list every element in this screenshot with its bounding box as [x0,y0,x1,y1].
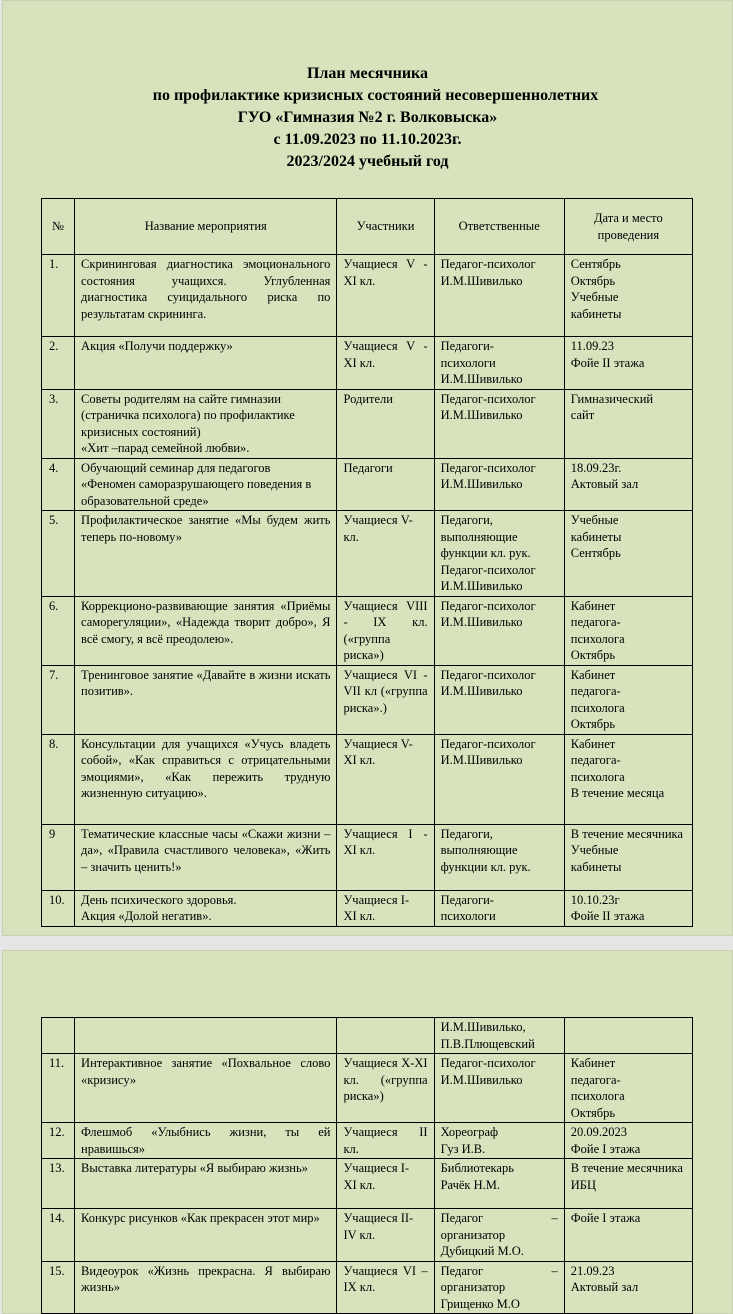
column-header-date-place: Дата и место проведения [564,199,692,255]
row-number: 10. [42,890,75,926]
responsible: Педагог – организатор Грищенко М.О [434,1261,564,1314]
row-number: 4. [42,458,75,511]
date-place: Сентябрь Октябрь Учебные кабинеты [564,255,692,337]
event-name: Видеоурок «Жизнь прекрасна. Я выбираю жизнь» [75,1261,337,1314]
title-line-2: по профилактике кризисных состояний несовершеннолетних [152,87,599,104]
event-name: Тематические классные часы «Скажи жизни – да», «Правила счастливого человека», «Жить – значить ценить!» [75,824,337,890]
date-place: Учебные кабинеты Сентябрь [564,511,692,597]
date-place: Фойе I этажа [564,1209,692,1262]
participants: Учащиеся I- XI кл. [337,890,434,926]
responsible: Хореограф Гуз И.В. [434,1123,564,1159]
date-place: Кабинет педагога- психолога Октябрь [564,1054,692,1123]
responsible: Педагог-психолог И.М.Шивилько [434,734,564,824]
table-row [42,1159,693,1209]
table-row [42,255,693,337]
responsible: Педагог-психолог И.М.Шивилько [434,389,564,458]
column-header-name: Название мероприятия [75,199,337,255]
table-header-row [42,199,693,255]
row-number: 9 [42,824,75,890]
date-place: 11.09.23 Фойе II этажа [564,337,692,390]
responsible: Педагог-психолог И.М.Шивилько [434,665,564,734]
responsible: Библиотекарь Рачёк Н.М. [434,1159,564,1209]
responsible: Педагог-психолог И.М.Шивилько [434,458,564,511]
table-row [42,734,693,824]
row-number: 14. [42,1209,75,1262]
table-row [42,458,693,511]
participants: Учащиеся I- XI кл. [337,1159,434,1209]
participants: Учащиеся VI – IX кл. [337,1261,434,1314]
responsible: Педагоги- психологи [434,890,564,926]
participants: Педагоги [337,458,434,511]
participants: Учащиеся II- IV кл. [337,1209,434,1262]
responsible: Педагоги, выполняющие функции кл. рук. [434,824,564,890]
table-row [42,1209,693,1262]
participants: Учащиеся V- кл. [337,511,434,597]
event-name: Тренинговое занятие «Давайте в жизни искать позитив». [75,665,337,734]
table-row [42,1018,693,1054]
events-table [41,198,693,927]
column-header-participants: Участники [337,199,434,255]
date-place [564,1018,692,1054]
row-number [42,1018,75,1054]
responsible: Педагог-психолог И.М.Шивилько [434,1054,564,1123]
column-header-responsible: Ответственные [434,199,564,255]
participants: Учащиеся V - XI кл. [337,337,434,390]
table-row [42,824,693,890]
table-row [42,1054,693,1123]
table-row [42,665,693,734]
event-name: Профилактическое занятие «Мы будем жить теперь по-новому» [75,511,337,597]
event-name: Коррекционо-развивающие занятия «Приёмы саморегуляции», «Надежда творит добро», Я всё смогу, я всё преодолею». [75,596,337,665]
participants: Родители [337,389,434,458]
participants [337,1018,434,1054]
event-name: Конкурс рисунков «Как прекрасен этот мир» [75,1209,337,1262]
event-name: Советы родителям на сайте гимназии (страничка психолога) по профилактике кризисных состояний) «Хит –парад семейной любви». [75,389,337,458]
date-place: 20.09.2023 Фойе I этажа [564,1123,692,1159]
table-row [42,890,693,926]
document-title [3,63,732,173]
date-place: В течение месячника Учебные кабинеты [564,824,692,890]
participants: Учащиеся VIII - IX кл. («группа риска») [337,596,434,665]
participants: Учащиеся X-XI кл. («группа риска») [337,1054,434,1123]
table-row [42,511,693,597]
event-name: Консультации для учащихся «Учусь владеть собой», «Как справиться с отрицательными эмоциями», «Как пережить трудную жизненную ситуацию». [75,734,337,824]
table-row [42,1261,693,1314]
date-place: В течение месячника ИБЦ [564,1159,692,1209]
row-number: 11. [42,1054,75,1123]
participants: Учащиеся VI - VII кл («группа риска».) [337,665,434,734]
date-place: Гимназический сайт [564,389,692,458]
events-table-continued [41,1017,693,1314]
event-name: Интерактивное занятие «Похвальное слово «кризису» [75,1054,337,1123]
title-line-3: ГУО «Гимназия №2 г. Волковыска» [237,109,498,126]
date-place: Кабинет педагога- психолога Октябрь [564,665,692,734]
responsible: Педагог-психолог И.М.Шивилько [434,255,564,337]
event-name: Выставка литературы «Я выбираю жизнь» [75,1159,337,1209]
participants: Учащиеся II кл. [337,1123,434,1159]
date-place: Кабинет педагога- психолога Октябрь [564,596,692,665]
event-name [75,1018,337,1054]
table-row [42,337,693,390]
row-number: 15. [42,1261,75,1314]
date-place: Кабинет педагога- психолога В течение месяца [564,734,692,824]
date-place: 10.10.23г Фойе II этажа [564,890,692,926]
participants: Учащиеся V - XI кл. [337,255,434,337]
table-row [42,596,693,665]
event-name: Флешмоб «Улыбнись жизни, ты ей нравишься» [75,1123,337,1159]
title-line-5: 2023/2024 учебный год [286,153,449,170]
date-place: 18.09.23г. Актовый зал [564,458,692,511]
responsible: Педагоги, выполняющие функции кл. рук. Педагог-психолог И.М.Шивилько [434,511,564,597]
participants: Учащиеся V- XI кл. [337,734,434,824]
event-name: Скрининговая диагностика эмоционального состояния учащихся. Углубленная диагностика суицидального риска по результатам скрининга. [75,255,337,337]
table-row [42,389,693,458]
row-number: 3. [42,389,75,458]
event-name: Обучающий семинар для педагогов «Феномен саморазрушающего поведения в образовательной среде» [75,458,337,511]
title-line-4: с 11.09.2023 по 11.10.2023г. [273,131,462,148]
participants: Учащиеся I - XI кл. [337,824,434,890]
responsible: Педагог – организатор Дубицкий М.О. [434,1209,564,1262]
table-row [42,1123,693,1159]
row-number: 5. [42,511,75,597]
row-number: 8. [42,734,75,824]
event-name: День психического здоровья. Акция «Долой негатив». [75,890,337,926]
row-number: 12. [42,1123,75,1159]
row-number: 1. [42,255,75,337]
column-header-number: № [42,199,75,255]
responsible: Педагог-психолог И.М.Шивилько [434,596,564,665]
row-number: 2. [42,337,75,390]
responsible: Педагоги- психологи И.М.Шивилько [434,337,564,390]
event-name: Акция «Получи поддержку» [75,337,337,390]
row-number: 7. [42,665,75,734]
title-line-1: План месячника [306,65,429,82]
row-number: 13. [42,1159,75,1209]
responsible: И.М.Шивилько, П.В.Плющевский [434,1018,564,1054]
date-place: 21.09.23 Актовый зал [564,1261,692,1314]
row-number: 6. [42,596,75,665]
